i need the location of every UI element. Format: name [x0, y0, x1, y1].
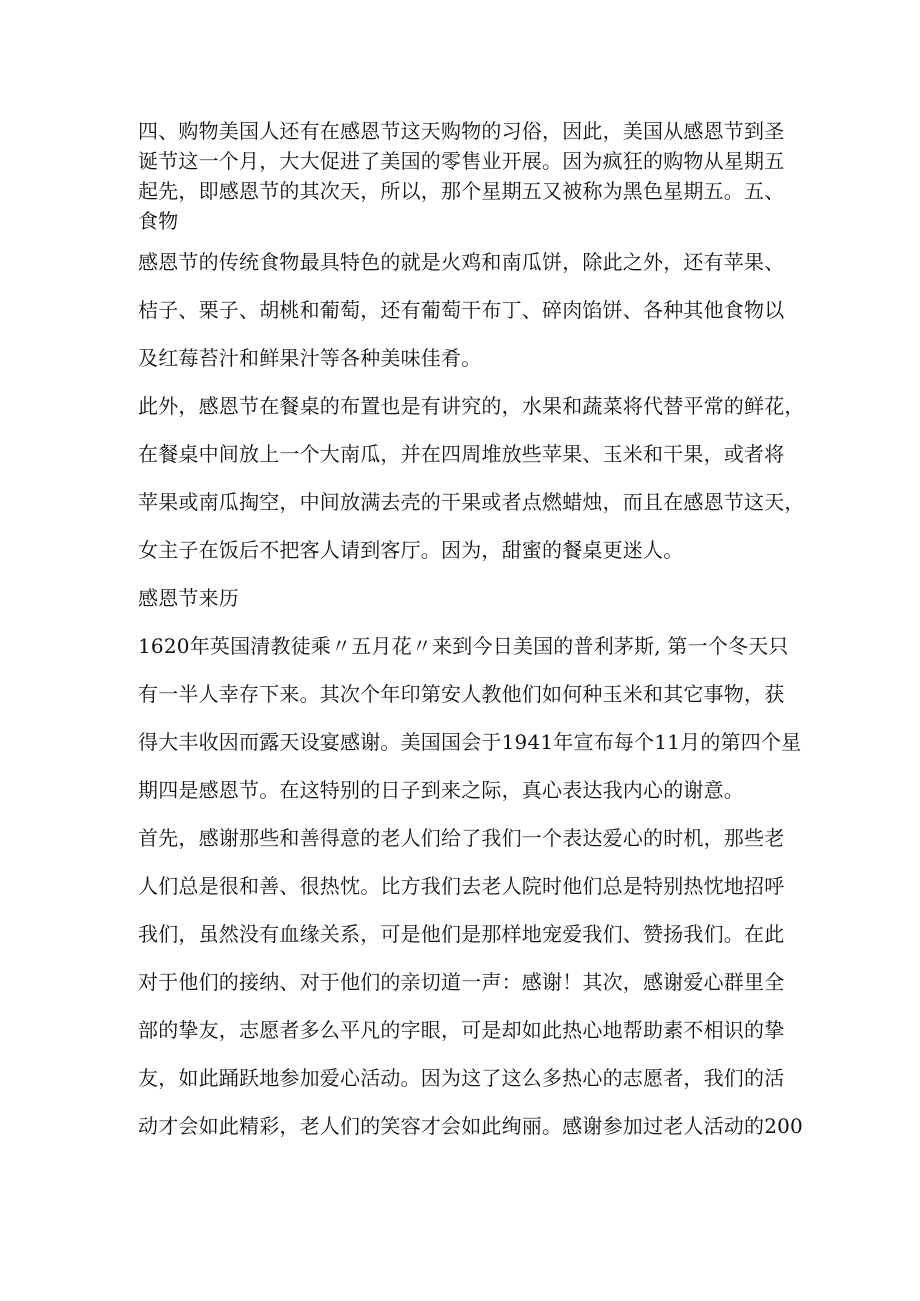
paragraph-5-line-2: 人们总是很和善、很热忱。比方我们去老人院时他们总是特别热忱地招呼 [138, 874, 785, 898]
paragraph-3-line-2: 在餐桌中间放上一个大南瓜，并在四周堆放些苹果、玉米和干果，或者将 [138, 442, 785, 466]
paragraph-1-line-3: 起先，即感恩节的其次天，所以，那个星期五又被称为黑色星期五。五、 [138, 179, 785, 203]
paragraph-1-line-1: 四、购物美国人还有在感恩节这天购物的习俗，因此，美国从感恩节到圣 [138, 119, 785, 143]
paragraph-4-line-2: 有一半人幸存下来。其次个年印第安人教他们如何种玉米和其它事物，获 [138, 682, 785, 706]
paragraph-5-line-1: 首先，感谢那些和善得意的老人们给了我们一个表达爱心的时机，那些老 [138, 826, 785, 850]
paragraph-3-line-3: 苹果或南瓜掏空，中间放满去壳的干果或者点燃蜡烛，而且在感恩节这天， [138, 490, 805, 514]
paragraph-4-line-3: 得大丰收因而露天设宴感谢。美国国会于1941年宣布每个11月的第四个星 [138, 730, 802, 754]
paragraph-4-line-1: 1620年英国清教徒乘〃五月花〃来到今日美国的普利茅斯, 第一个冬天只 [138, 634, 789, 658]
paragraph-5-line-6: 友，如此踊跃地参加爱心活动。因为这了这么多热心的志愿者，我们的活 [138, 1066, 785, 1090]
paragraph-5-line-7: 动才会如此精彩，老人们的笑容才会如此绚丽。感谢参加过老人活动的200 [138, 1114, 803, 1138]
paragraph-2-line-3: 及红莓苔汁和鲜果汁等各种美味佳肴。 [138, 346, 482, 370]
section-heading: 感恩节来历 [138, 586, 239, 610]
paragraph-5-line-4: 对于他们的接纳、对于他们的亲切道一声：感谢！其次，感谢爱心群里全 [138, 970, 785, 994]
paragraph-1-line-2: 诞节这一个月，大大促进了美国的零售业开展。因为疯狂的购物从星期五 [138, 149, 785, 173]
paragraph-5-line-5: 部的挚友，志愿者多么平凡的字眼，可是却如此热心地帮助素不相识的挚 [138, 1018, 785, 1042]
paragraph-1-line-4: 食物 [138, 209, 179, 233]
paragraph-2-line-1: 感恩节的传统食物最具特色的就是火鸡和南瓜饼，除此之外，还有苹果、 [138, 250, 785, 274]
paragraph-2-line-2: 桔子、栗子、胡桃和葡萄，还有葡萄干布丁、碎肉馅饼、各种其他食物以 [138, 298, 785, 322]
paragraph-3-line-1: 此外，感恩节在餐桌的布置也是有讲究的，水果和蔬菜将代替平常的鲜花， [138, 394, 805, 418]
paragraph-5-line-3: 我们，虽然没有血缘关系，可是他们是那样地宠爱我们、赞扬我们。在此 [138, 922, 785, 946]
paragraph-4-line-4: 期四是感恩节。在这特别的日子到来之际，真心表达我内心的谢意。 [138, 778, 744, 802]
paragraph-3-line-4: 女主子在饭后不把客人请到客厅。因为，甜蜜的餐桌更迷人。 [138, 538, 684, 562]
